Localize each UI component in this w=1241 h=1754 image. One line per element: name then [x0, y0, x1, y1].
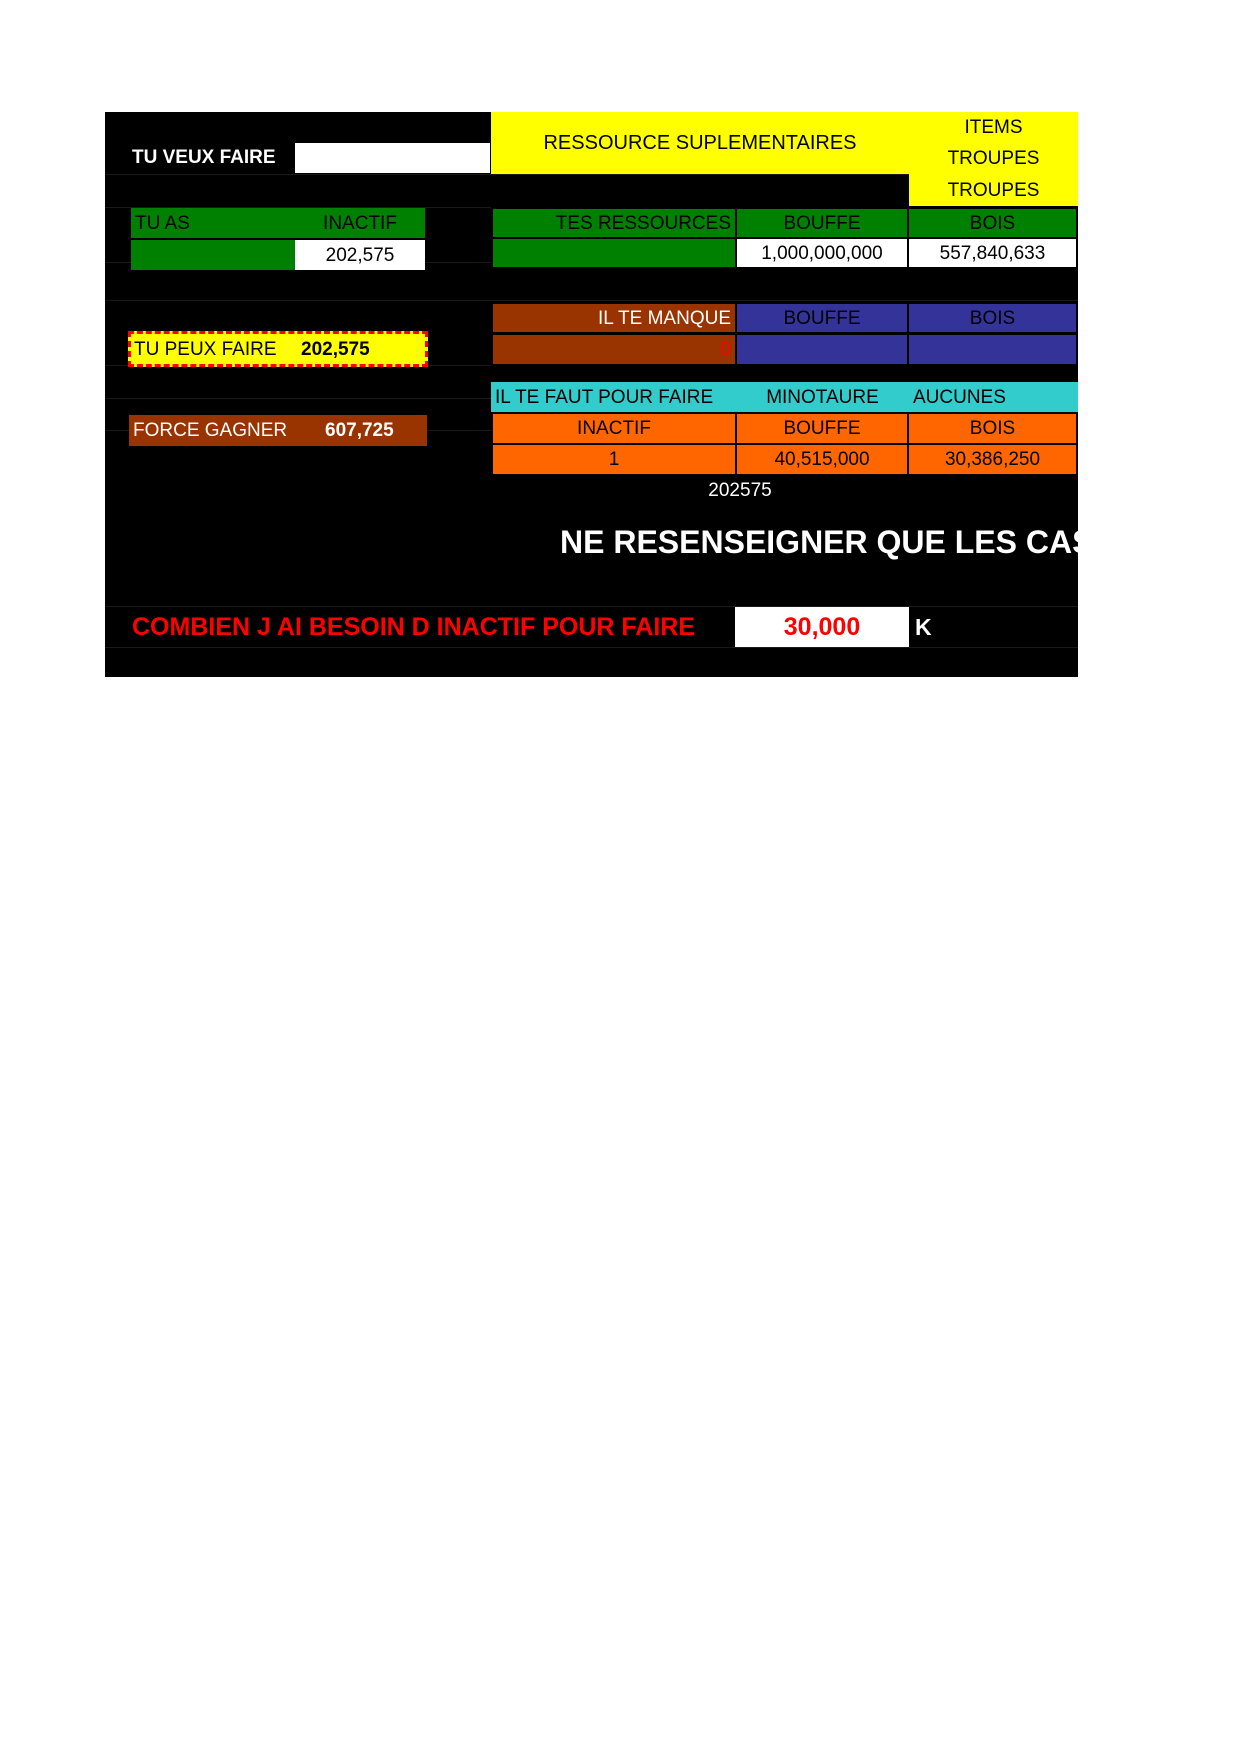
- question-label: COMBIEN J AI BESOIN D INACTIF POUR FAIRE: [132, 612, 696, 641]
- resources-bois-header: BOIS: [907, 207, 1078, 239]
- raw-number: 202575: [708, 479, 772, 501]
- troupes-select[interactable]: TROUPES: [909, 174, 1078, 206]
- missing-bouffe-value: [735, 333, 909, 366]
- notice-text: NE RESENSEIGNER QUE LES CASES: [560, 524, 1137, 560]
- need-bois-value: 30,386,250: [907, 443, 1078, 476]
- can-make-label: TU PEUX FAIRE: [134, 338, 277, 360]
- missing-value: 0: [491, 333, 737, 366]
- question-input[interactable]: 30,000: [735, 607, 909, 647]
- missing-label: IL TE MANQUE: [491, 302, 737, 334]
- need-item[interactable]: AUCUNES: [909, 382, 1078, 412]
- can-make-box: [128, 331, 428, 367]
- have-inactif-header: INACTIF: [295, 208, 425, 238]
- resources-bois-input[interactable]: 557,840,633: [907, 237, 1078, 269]
- resources-empty-cell: [491, 237, 737, 269]
- have-label: TU AS: [131, 208, 295, 238]
- extra-resources-title: RESSOURCE SUPLEMENTAIRES: [491, 112, 909, 174]
- spreadsheet: [105, 112, 1137, 677]
- gridline: [105, 647, 1078, 648]
- resources-label: TES RESSOURCES: [491, 207, 737, 239]
- missing-bois-value: [907, 333, 1078, 366]
- resources-bouffe-input[interactable]: 1,000,000,000: [735, 237, 909, 269]
- need-inactif-value: 1: [491, 443, 737, 476]
- have-inactif-value[interactable]: 202,575: [295, 240, 425, 270]
- missing-bois-header: BOIS: [907, 302, 1078, 334]
- have-empty-cell: [131, 240, 295, 270]
- troupes-label: TROUPES: [909, 142, 1078, 174]
- want-label: TU VEUX FAIRE: [132, 146, 276, 168]
- need-inactif-header: INACTIF: [491, 412, 737, 445]
- need-label: IL TE FAUT POUR FAIRE: [491, 382, 736, 412]
- need-unit[interactable]: MINOTAURE: [736, 382, 909, 412]
- need-bois-header: BOIS: [907, 412, 1078, 445]
- resources-bouffe-header: BOUFFE: [735, 207, 909, 239]
- need-bouffe-header: BOUFFE: [735, 412, 909, 445]
- gridline: [105, 300, 1078, 301]
- need-bouffe-value: 40,515,000: [735, 443, 909, 476]
- items-label: ITEMS: [909, 112, 1078, 142]
- missing-bouffe-header: BOUFFE: [735, 302, 909, 334]
- want-input[interactable]: [295, 143, 490, 173]
- force-value: 607,725: [295, 415, 427, 446]
- can-make-value: 202,575: [301, 338, 370, 360]
- question-unit: K: [915, 613, 932, 640]
- force-label: FORCE GAGNER: [129, 415, 295, 446]
